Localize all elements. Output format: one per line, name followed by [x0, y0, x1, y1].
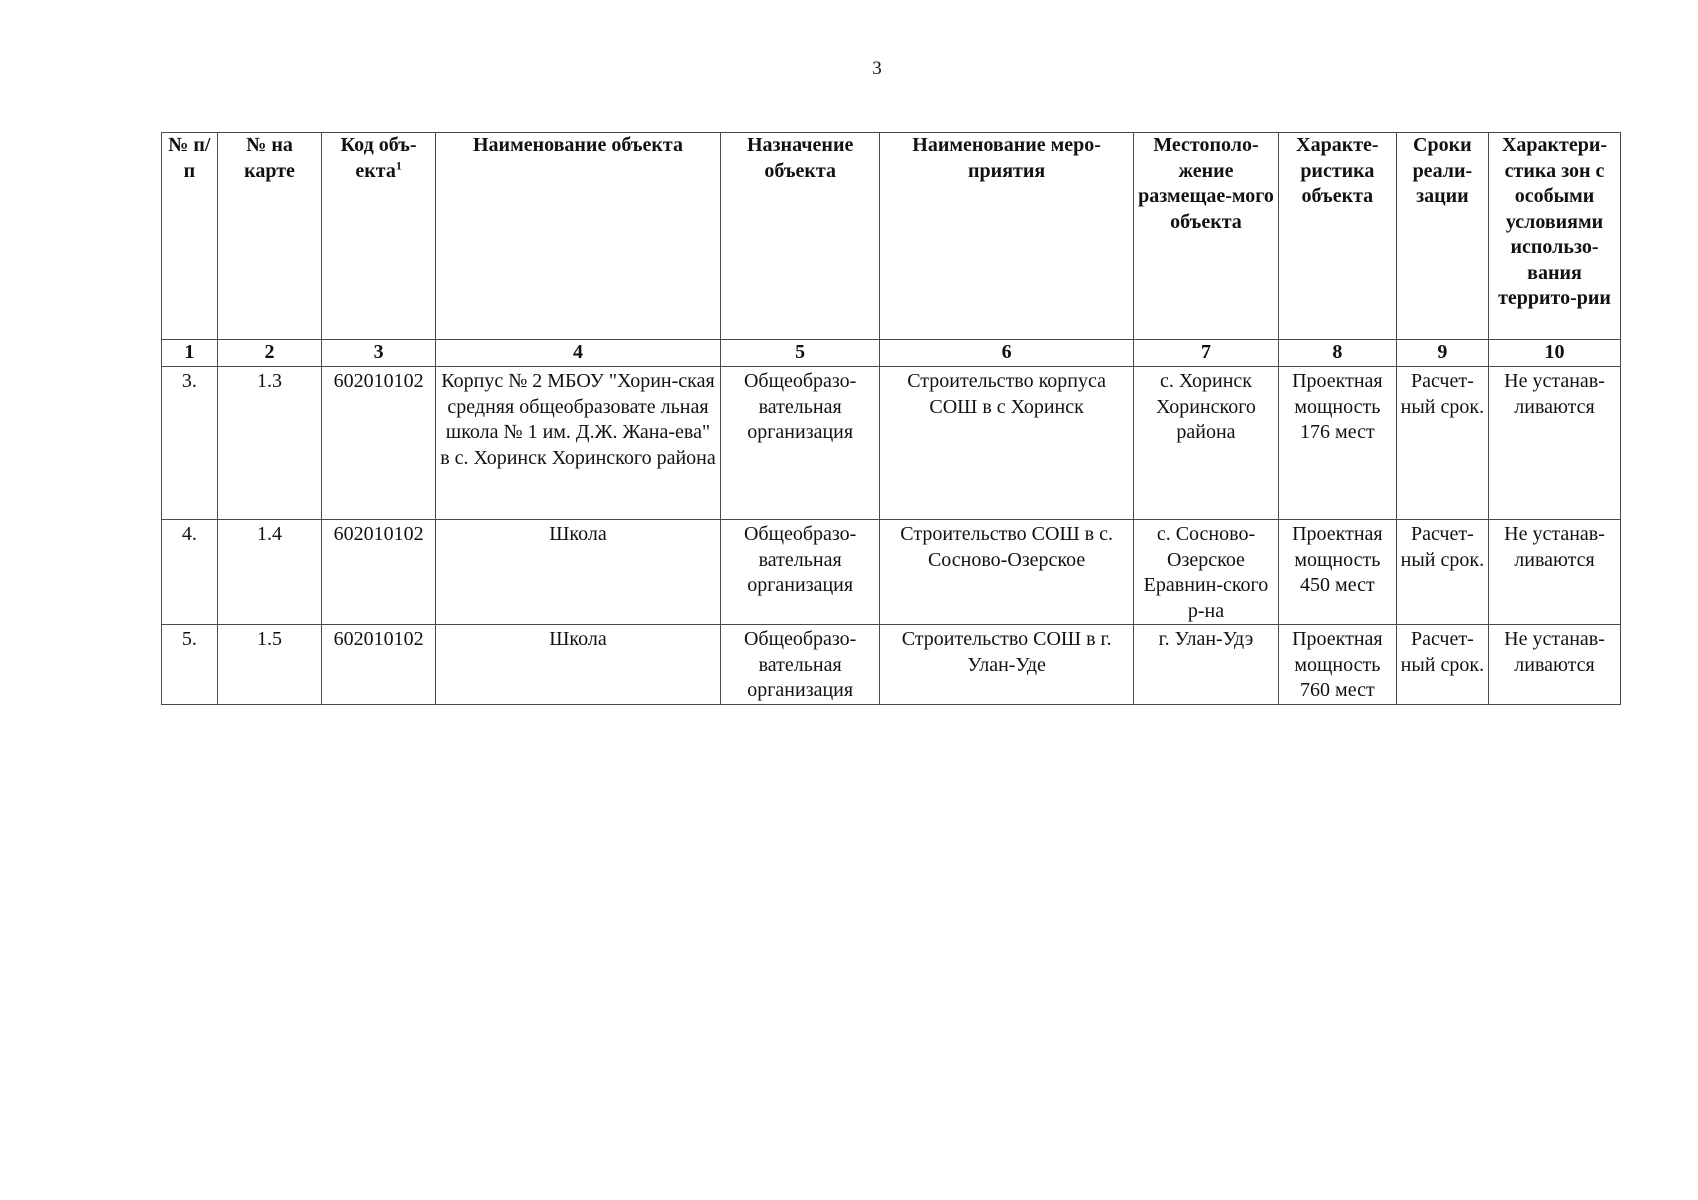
column-number-row — [162, 340, 1621, 367]
objects-table — [161, 132, 1621, 705]
column-number: 3 — [322, 340, 436, 367]
cell-location: с. Сосново-Озерское Еравнин-ского р-на — [1133, 520, 1278, 625]
cell-n: 3. — [162, 367, 218, 520]
column-number: 10 — [1489, 340, 1621, 367]
cell-zones: Не устанав-ливаются — [1489, 520, 1621, 625]
header-cell-n: № п/п — [162, 133, 218, 340]
cell-code: 602010102 — [322, 520, 436, 625]
cell-term: Расчет-ный срок. — [1396, 520, 1488, 625]
column-number: 8 — [1279, 340, 1397, 367]
column-number: 7 — [1133, 340, 1278, 367]
header-cell-code — [322, 133, 436, 340]
header-cell-name: Наименование объекта — [435, 133, 720, 340]
cell-purpose: Общеобразо-вательная организация — [721, 625, 880, 705]
cell-n: 5. — [162, 625, 218, 705]
cell-purpose: Общеобразо-вательная организация — [721, 367, 880, 520]
cell-location: с. Хоринск Хоринского района — [1133, 367, 1278, 520]
header-cell-purpose: Назначение объекта — [721, 133, 880, 340]
table-header-row — [162, 133, 1621, 340]
header-cell-zones: Характери-стика зон с особыми условиями использо-вания террито-рии — [1489, 133, 1621, 340]
cell-purpose: Общеобразо-вательная организация — [721, 520, 880, 625]
cell-code: 602010102 — [322, 625, 436, 705]
cell-characteristic: Проектная мощность 176 мест — [1279, 367, 1397, 520]
column-number: 9 — [1396, 340, 1488, 367]
cell-zones: Не устанав-ливаются — [1489, 625, 1621, 705]
header-cell-term: Сроки реали-зации — [1396, 133, 1488, 340]
header-code-label: Код объ-екта — [340, 134, 417, 182]
cell-code: 602010102 — [322, 367, 436, 520]
cell-name: Школа — [435, 520, 720, 625]
column-number: 1 — [162, 340, 218, 367]
table-row — [162, 520, 1621, 625]
cell-map-no: 1.5 — [217, 625, 322, 705]
cell-location: г. Улан-Удэ — [1133, 625, 1278, 705]
cell-map-no: 1.4 — [217, 520, 322, 625]
cell-characteristic: Проектная мощность 450 мест — [1279, 520, 1397, 625]
column-number: 5 — [721, 340, 880, 367]
cell-characteristic: Проектная мощность 760 мест — [1279, 625, 1397, 705]
header-cell-location: Местополо-жение размещае-мого объекта — [1133, 133, 1278, 340]
table-row — [162, 367, 1621, 520]
cell-name: Школа — [435, 625, 720, 705]
page-number: 3 — [872, 58, 882, 79]
column-number: 6 — [880, 340, 1134, 367]
header-cell-map-no: № на карте — [217, 133, 322, 340]
cell-term: Расчет-ный срок. — [1396, 625, 1488, 705]
cell-activity: Строительство СОШ в с. Сосново-Озерское — [880, 520, 1134, 625]
cell-term: Расчет-ный срок. — [1396, 367, 1488, 520]
column-number: 2 — [217, 340, 322, 367]
header-cell-activity: Наименование меро-приятия — [880, 133, 1134, 340]
cell-activity: Строительство СОШ в г. Улан-Уде — [880, 625, 1134, 705]
table-row — [162, 625, 1621, 705]
cell-name: Корпус № 2 МБОУ "Хорин-ская средняя общеобразовате льная школа № 1 им. Д.Ж. Жана-ева" в с. Хоринск Хоринского района — [435, 367, 720, 520]
cell-n: 4. — [162, 520, 218, 625]
cell-activity: Строительство корпуса СОШ в с Хоринск — [880, 367, 1134, 520]
header-cell-characteristic: Характе-ристика объекта — [1279, 133, 1397, 340]
cell-zones: Не устанав-ливаются — [1489, 367, 1621, 520]
cell-map-no: 1.3 — [217, 367, 322, 520]
column-number: 4 — [435, 340, 720, 367]
footnote-marker: 1 — [395, 157, 402, 172]
